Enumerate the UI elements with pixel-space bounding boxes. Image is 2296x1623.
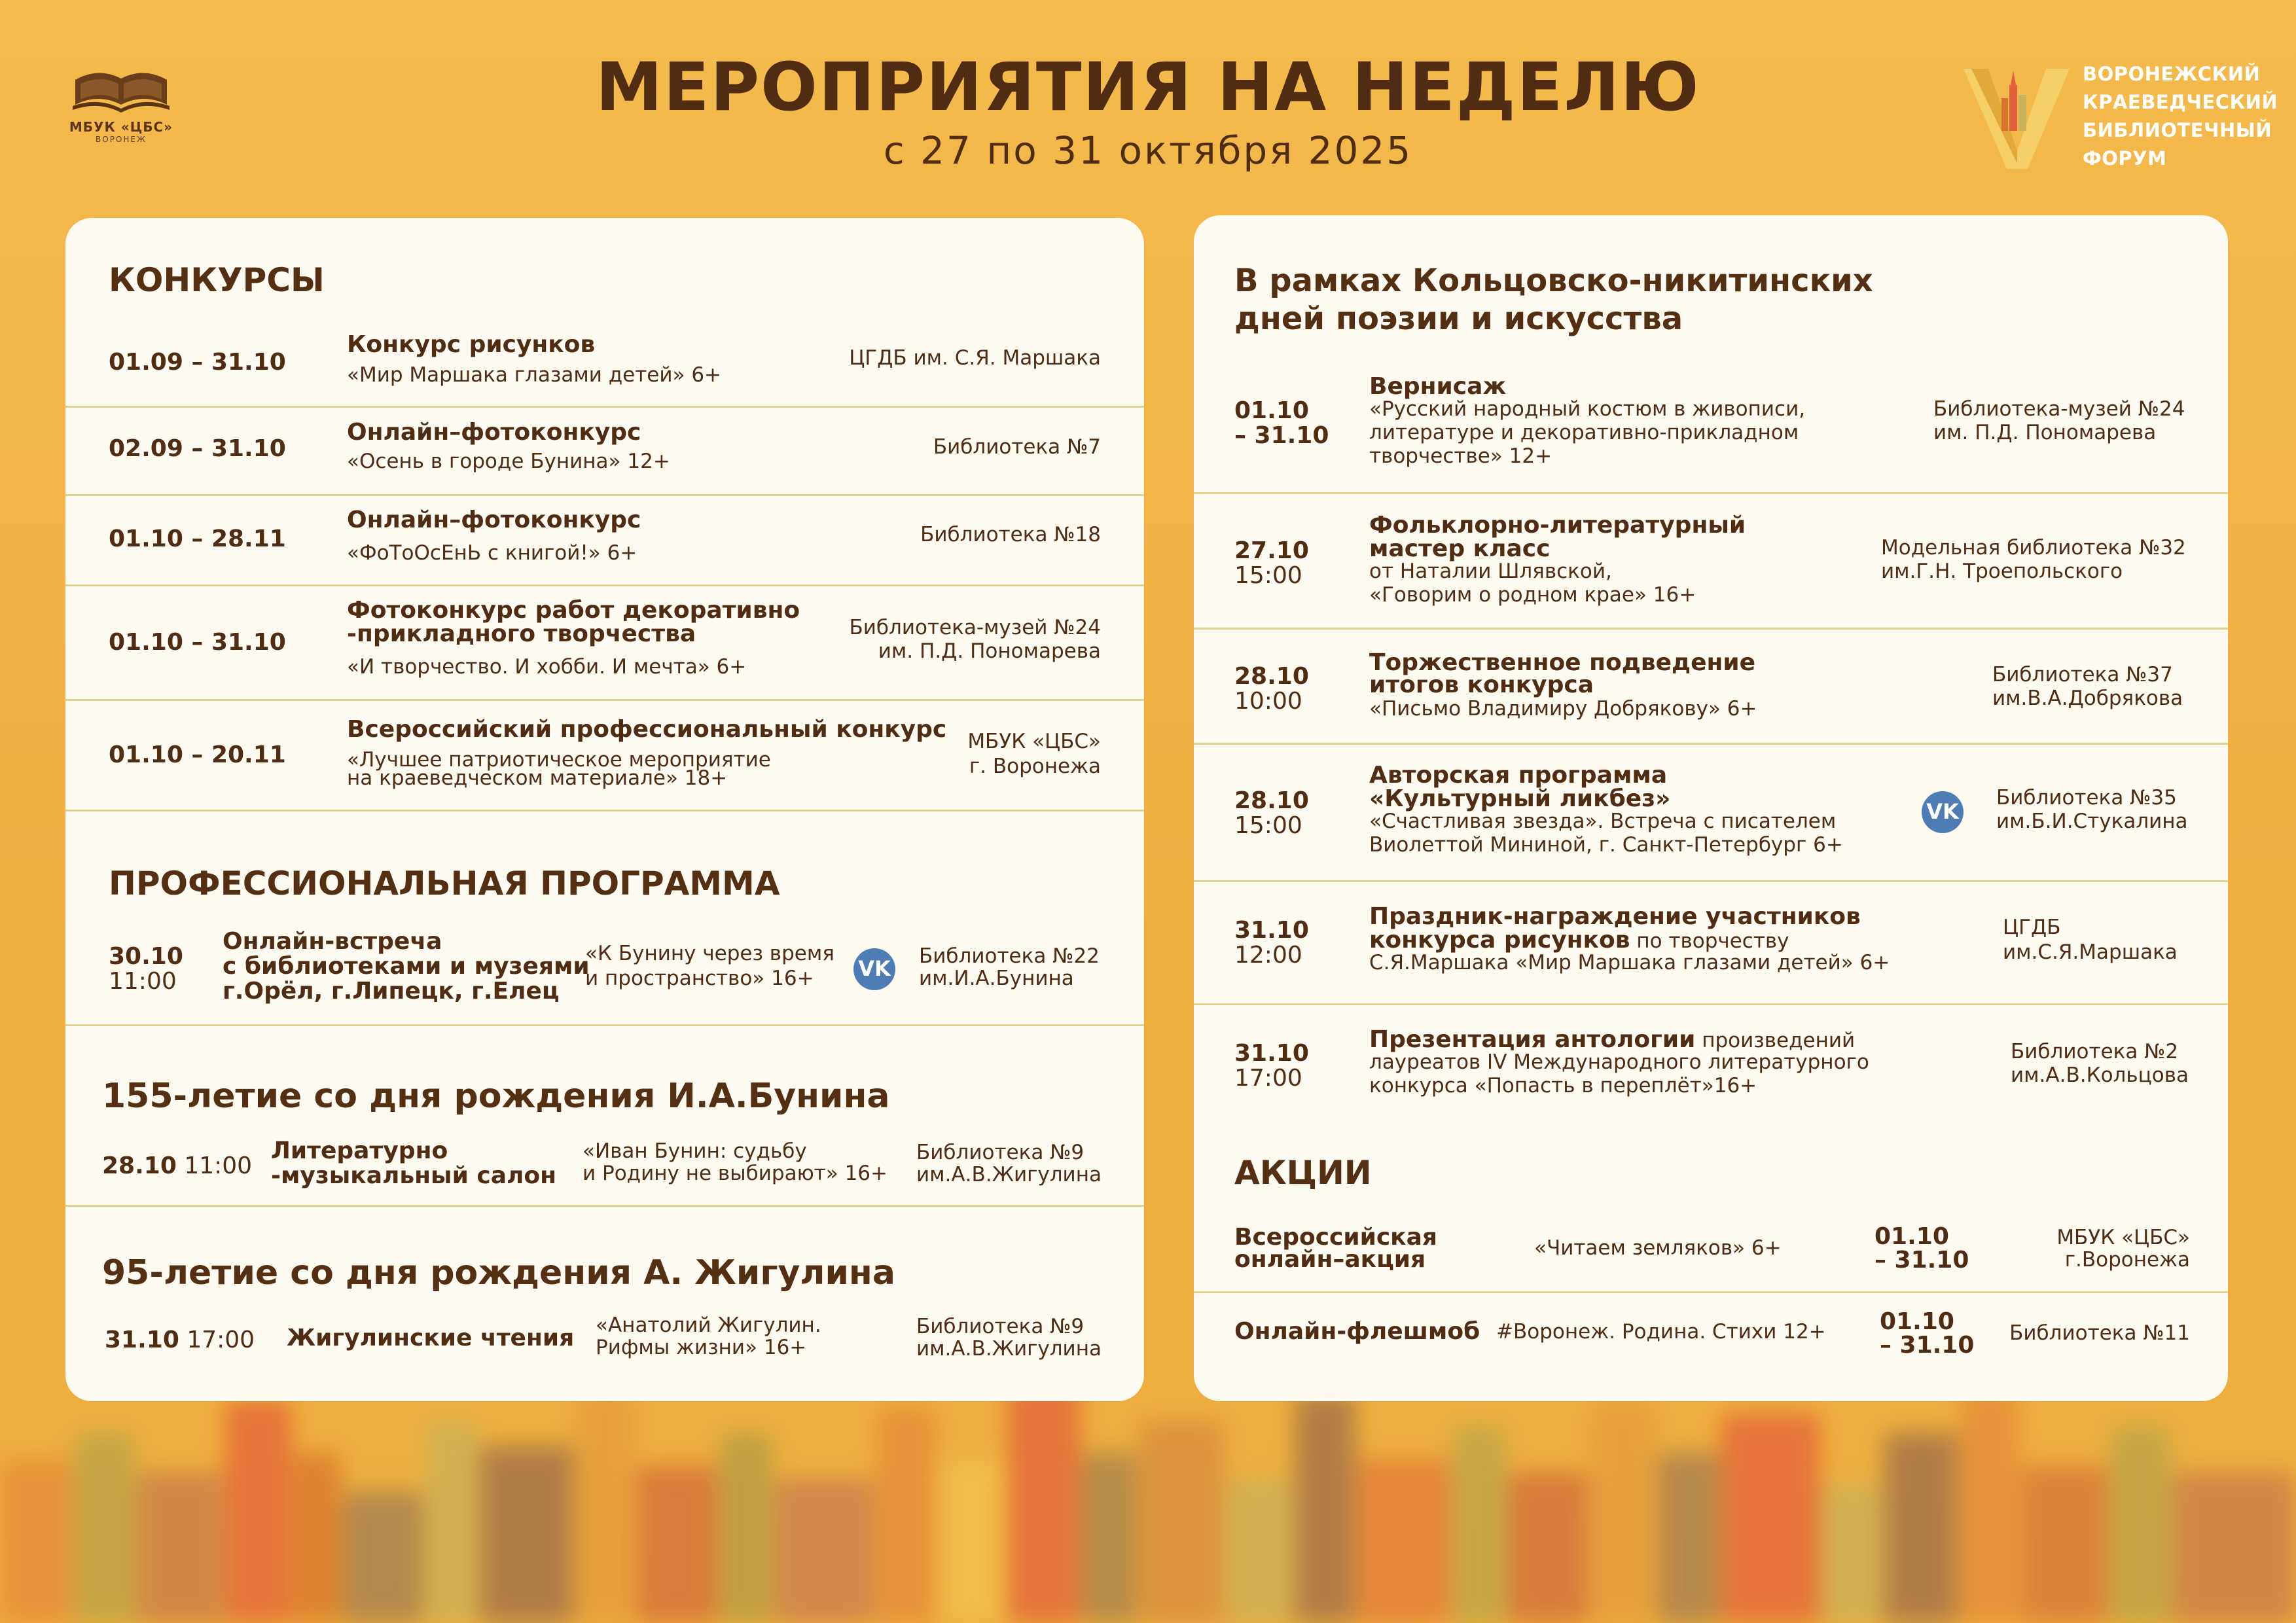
event-place-line: им.А.В.Жигулина bbox=[916, 1163, 1102, 1186]
event-place-line: г. Воронежа bbox=[969, 755, 1101, 778]
event-description-line: «Анатолий Жигулин. bbox=[596, 1313, 821, 1337]
forum-logo bbox=[1957, 59, 2278, 170]
row-separator bbox=[65, 494, 1144, 496]
event-name-line: с библиотеками и музеями bbox=[223, 953, 590, 980]
row-separator bbox=[1194, 880, 2228, 882]
event-place-line: Модельная библиотека №32 bbox=[1881, 536, 2186, 560]
event-place-line: Библиотека №9 bbox=[916, 1141, 1085, 1164]
event-description-line: литературе и декоративно-прикладном bbox=[1369, 421, 1799, 444]
event-description-line: творчестве» 12+ bbox=[1369, 444, 1552, 468]
event-description-line: конкурса «Попасть в переплёт»16+ bbox=[1369, 1074, 1757, 1097]
page-title: МЕРОПРИЯТИЯ НА НЕДЕЛЮ bbox=[596, 48, 1700, 126]
action-place-line: г.Воронежа bbox=[2064, 1248, 2190, 1272]
event-description: «ФоТоОсЕнЬ с книгой!» 6+ bbox=[347, 541, 637, 565]
event-datetime: 31.10 17:00 bbox=[105, 1327, 255, 1353]
event-description: «Мир Маршака глазами детей» 6+ bbox=[347, 363, 722, 387]
forum-name bbox=[2083, 60, 2278, 173]
event-date-line: – 31.10 bbox=[1234, 422, 1329, 449]
action-date-line: – 31.10 bbox=[1874, 1247, 1969, 1274]
event-date: 28.10 bbox=[1234, 663, 1309, 690]
forum-name-line: КРАЕВЕДЧЕСКИЙ bbox=[2083, 91, 2278, 113]
event-description: С.Я.Маршака «Мир Маршака глазами детей» 6+ bbox=[1369, 951, 1890, 974]
event-description-line: и пространство» 16+ bbox=[585, 967, 814, 990]
event-time: 17:00 bbox=[1234, 1065, 1302, 1092]
event-datetime: 28.10 11:00 bbox=[102, 1152, 253, 1179]
event-place-line: Библиотека №35 bbox=[1996, 786, 2177, 810]
event-date: 01.10 – 28.11 bbox=[109, 526, 286, 552]
event-name-line: Праздник-награждение участников bbox=[1369, 903, 1861, 930]
event-place-line: им.А.В.Жигулина bbox=[916, 1337, 1102, 1361]
poetry-title-line: дней поэзии и искусства bbox=[1234, 300, 1683, 337]
event-place-line: им.И.А.Бунина bbox=[919, 967, 1074, 990]
event-description: «Осень в городе Бунина» 12+ bbox=[347, 450, 670, 473]
event-place-line: Библиотека №9 bbox=[916, 1315, 1085, 1338]
vk-icon[interactable]: VK bbox=[1922, 791, 1964, 833]
professional-title: ПРОФЕССИОНАЛЬНАЯ ПРОГРАММА bbox=[109, 865, 780, 902]
event-place-line: им.С.Я.Маршака bbox=[2003, 940, 2178, 964]
event-date: 30.10 bbox=[109, 943, 183, 970]
event-description: «Письмо Владимиру Добрякову» 6+ bbox=[1369, 697, 1757, 721]
event-description-line: «Говорим о родном крае» 16+ bbox=[1369, 583, 1696, 607]
event-description-line: Виолеттой Мининой, г. Санкт-Петербург 6+ bbox=[1369, 833, 1843, 857]
event-name: Онлайн–фотоконкурс bbox=[347, 507, 641, 533]
event-place-line: им.Б.И.Стукалина bbox=[1996, 810, 2188, 833]
event-time: 11:00 bbox=[109, 968, 177, 995]
event-name-line: Онлайн-встреча bbox=[223, 928, 442, 955]
row-separator bbox=[1194, 1003, 2228, 1005]
action-date-line: 01.10 bbox=[1880, 1308, 1954, 1335]
poetry-title-line: В рамках Кольцовско-никитинских bbox=[1234, 262, 1873, 299]
org-logo-name: МБУК «ЦБС» bbox=[69, 119, 173, 135]
event-name: Презентация антологии произведений bbox=[1369, 1026, 1856, 1053]
action-name: Онлайн-флешмоб bbox=[1234, 1318, 1480, 1345]
event-place-line: МБУК «ЦБС» bbox=[967, 730, 1101, 753]
row-separator bbox=[1194, 1291, 2228, 1293]
contests-title: КОНКУРСЫ bbox=[109, 261, 325, 299]
event-name: Онлайн–фотоконкурс bbox=[347, 419, 641, 446]
forum-name-line: ВОРОНЕЖСКИЙ bbox=[2083, 63, 2261, 85]
event-name: Всероссийский профессиональный конкурс bbox=[347, 716, 947, 743]
action-place-line: МБУК «ЦБС» bbox=[2056, 1226, 2190, 1249]
event-date: 31.10 bbox=[1234, 917, 1309, 944]
event-description-line: на краеведческом материале» 18+ bbox=[347, 766, 728, 790]
event-name-line: Литературно bbox=[271, 1137, 448, 1164]
row-separator bbox=[65, 1024, 1144, 1026]
event-date: 01.10 – 20.11 bbox=[109, 741, 286, 768]
event-time: 10:00 bbox=[1234, 688, 1302, 715]
event-name-line: -прикладного творчества bbox=[347, 620, 696, 647]
row-separator bbox=[1194, 492, 2228, 494]
event-name-line: мастер класс bbox=[1369, 535, 1551, 562]
forum-emblem-icon bbox=[1957, 59, 2075, 170]
event-place-line: Библиотека-музей №24 bbox=[849, 616, 1101, 639]
row-separator bbox=[65, 699, 1144, 701]
event-name-line: Авторская программа bbox=[1369, 762, 1668, 789]
event-place-line: Библиотека №22 bbox=[919, 944, 1100, 968]
page-subtitle: с 27 по 31 октября 2025 bbox=[883, 128, 1413, 173]
event-date: 31.10 bbox=[1234, 1040, 1309, 1067]
event-description-line: и Родину не выбирают» 16+ bbox=[583, 1162, 888, 1185]
event-place-line: им.А.В.Кольцова bbox=[2011, 1063, 2189, 1087]
event-date-line: 01.10 bbox=[1234, 397, 1309, 424]
row-separator bbox=[65, 406, 1144, 408]
event-name: Конкурс рисунков bbox=[347, 331, 596, 358]
right-panel bbox=[1194, 215, 2228, 1401]
event-place: ЦГДБ им. С.Я. Маршака bbox=[849, 346, 1101, 370]
forum-name-line: БИБЛИОТЕЧНЫЙ bbox=[2083, 119, 2272, 141]
row-separator bbox=[65, 584, 1144, 586]
event-name-line: Торжественное подведение bbox=[1369, 649, 1756, 676]
event-name: Вернисаж bbox=[1369, 373, 1507, 400]
event-description-line: «Иван Бунин: судьбу bbox=[583, 1139, 807, 1163]
event-name: Жигулинские чтения bbox=[287, 1325, 575, 1351]
event-place: Библиотека №7 bbox=[933, 435, 1101, 459]
event-name-line: г.Орёл, г.Липецк, г.Елец bbox=[223, 978, 560, 1005]
event-place-line: им. П.Д. Пономарева bbox=[1933, 421, 2157, 444]
action-date-line: 01.10 bbox=[1874, 1223, 1949, 1250]
event-name-line: «Культурный ликбез» bbox=[1369, 785, 1671, 812]
action-description: «Читаем земляков» 6+ bbox=[1534, 1236, 1782, 1260]
event-date: 01.09 – 31.10 bbox=[109, 349, 286, 376]
event-time: 15:00 bbox=[1234, 562, 1302, 589]
action-name-line: онлайн–акция bbox=[1234, 1246, 1426, 1273]
event-description-line: лауреатов IV Международного литературного bbox=[1369, 1050, 1869, 1074]
action-place: Библиотека №11 bbox=[2009, 1321, 2190, 1345]
row-separator bbox=[1194, 628, 2228, 630]
event-name-line: -музыкальный салон bbox=[271, 1162, 556, 1189]
event-place-line: им. П.Д. Пономарева bbox=[878, 639, 1101, 663]
event-place-line: им.В.А.Добрякова bbox=[1992, 687, 2183, 710]
event-place-line: Библиотека №37 bbox=[1992, 663, 2173, 687]
event-description-line: «Лучшее патриотическое мероприятие bbox=[347, 748, 771, 772]
event-description-line: «Счастливая звезда». Встреча с писателем bbox=[1369, 810, 1837, 833]
event-description-line: Рифмы жизни» 16+ bbox=[596, 1336, 807, 1359]
row-separator bbox=[1194, 743, 2228, 745]
action-date-line: – 31.10 bbox=[1880, 1332, 1975, 1359]
event-place: Библиотека №18 bbox=[920, 523, 1101, 546]
event-date: 28.10 bbox=[1234, 787, 1309, 814]
event-place-line: Библиотека-музей №24 bbox=[1933, 397, 2185, 421]
actions-title: АКЦИИ bbox=[1234, 1154, 1372, 1192]
org-logo-city: ВОРОНЕЖ bbox=[96, 135, 147, 144]
event-place-line: ЦГДБ bbox=[2003, 916, 2061, 939]
event-date: 27.10 bbox=[1234, 537, 1309, 564]
event-description: «И творчество. И хобби. И мечта» 6+ bbox=[347, 655, 747, 679]
event-description-line: «Русский народный костюм в живописи, bbox=[1369, 397, 1806, 421]
event-name-line: конкурса рисунков по творчеству bbox=[1369, 927, 1789, 954]
action-name-line: Всероссийская bbox=[1234, 1224, 1438, 1251]
vk-icon[interactable]: VK bbox=[853, 948, 895, 990]
event-date: 01.10 – 31.10 bbox=[109, 629, 286, 656]
event-time: 12:00 bbox=[1234, 942, 1302, 969]
event-place-line: Библиотека №2 bbox=[2011, 1040, 2179, 1063]
left-panel bbox=[65, 218, 1144, 1401]
event-name-line: Фольклорно-литературный bbox=[1369, 512, 1746, 539]
event-date: 02.09 – 31.10 bbox=[109, 435, 286, 462]
event-name-line: итогов конкурса bbox=[1369, 671, 1594, 698]
action-description: #Воронеж. Родина. Стихи 12+ bbox=[1496, 1320, 1826, 1344]
event-name-line: Фотоконкурс работ декоративно bbox=[347, 597, 800, 624]
row-separator bbox=[65, 810, 1144, 812]
event-time: 15:00 bbox=[1234, 812, 1302, 839]
bunin-title: 155-летие со дня рождения И.А.Бунина bbox=[102, 1077, 890, 1116]
forum-name-line: ФОРУМ bbox=[2083, 147, 2167, 169]
event-description-line: «К Бунину через время bbox=[585, 942, 834, 965]
event-description-line: от Наталии Шлявской, bbox=[1369, 560, 1612, 583]
row-separator bbox=[65, 1205, 1144, 1207]
event-place-line: им.Г.Н. Троепольского bbox=[1881, 560, 2123, 583]
zhigulin-title: 95-летие со дня рождения А. Жигулина bbox=[102, 1253, 895, 1293]
